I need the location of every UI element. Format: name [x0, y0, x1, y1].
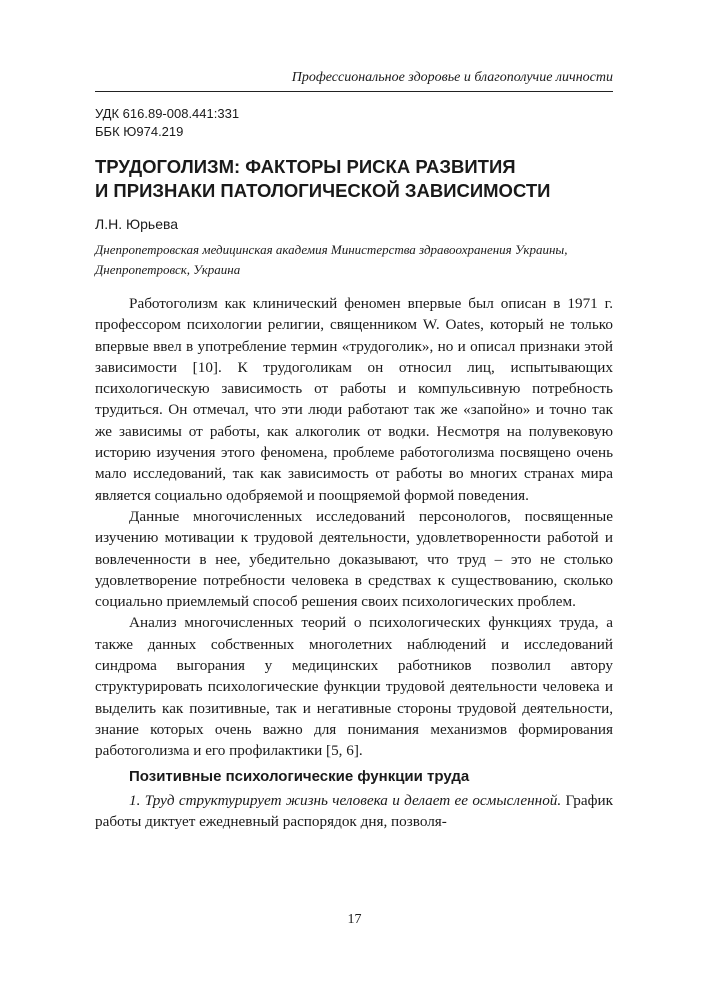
author-name: Л.Н. Юрьева	[95, 216, 179, 232]
paragraph-4-text: График работы диктует ежедневный распорядок дня, позволя-	[95, 791, 613, 831]
udk-code: УДК 616.89-008.441:331	[95, 106, 240, 121]
section-subheading: Позитивные психологические функции труда	[129, 767, 470, 785]
page-number: 17	[347, 912, 362, 927]
title-line-2: И ПРИЗНАКИ ПАТОЛОГИЧЕСКОЙ ЗАВИСИМОСТИ	[95, 180, 551, 201]
paragraph-1: Работоголизм как клинический феномен впервые был описан в 1971 г. профессором психологии религии, священником W. Oates, который не только впервые ввел в употребление термин «трудоголик», но и описал признаки этой зависимости [10]. К трудоголикам он относил лиц, испытывающих психологическую зависимость от работы и компульсивную потребность трудиться. Он отмечал, что эти люди работают так же «запойно» и точно так же зависимы от работы, как алкоголик от водки. Несмотря на полувековую историю изучения этого феномена, проблеме работоголизма посвящено очень мало исследований, так как зависимость от работы во многих странах мира является социально одобряемой и поощряемой формой поведения.	[95, 295, 613, 504]
header-divider	[95, 91, 613, 92]
bbk-code: ББК Ю974.219	[95, 124, 184, 139]
paragraph-3: Анализ многочисленных теорий о психологических функциях труда, а также данных собственных многолетних наблюдений и исследований синдрома выгорания у медицинских работников позволил автору структурировать психологические функции трудовой деятельности человека и выделить как позитивные, так и негативные стороны трудовой деятельности, знание которых очень важно для понимания механизмов формирования работоголизма и его профилактики [5, 6].	[95, 614, 613, 760]
paragraph-4-lead: 1. Труд структурирует жизнь человека и делает ее осмысленной.	[129, 791, 562, 809]
running-header: Профессиональное здоровье и благополучие личности	[291, 70, 613, 85]
author-affiliation: Днепропетровская медицинская академия Министерства здравоохранения Украины, Днепропетровск, Украина	[95, 242, 568, 277]
paragraph-4	[95, 790, 613, 833]
title-line-1: ТРУДОГОЛИЗМ: ФАКТОРЫ РИСКА РАЗВИТИЯ	[95, 156, 516, 177]
paragraph-2: Данные многочисленных исследований персонологов, посвященные изучению мотивации к трудовой деятельности, удовлетворенности работой и вовлеченности в нее, убедительно доказывают, что труд – это не столько удовлетворение потребности человека в средствах к существованию, сколько социально приемлемый способ решения своих психологических проблем.	[95, 507, 613, 611]
article-title	[95, 155, 635, 203]
article-body	[95, 293, 613, 832]
classification-codes	[95, 105, 239, 141]
